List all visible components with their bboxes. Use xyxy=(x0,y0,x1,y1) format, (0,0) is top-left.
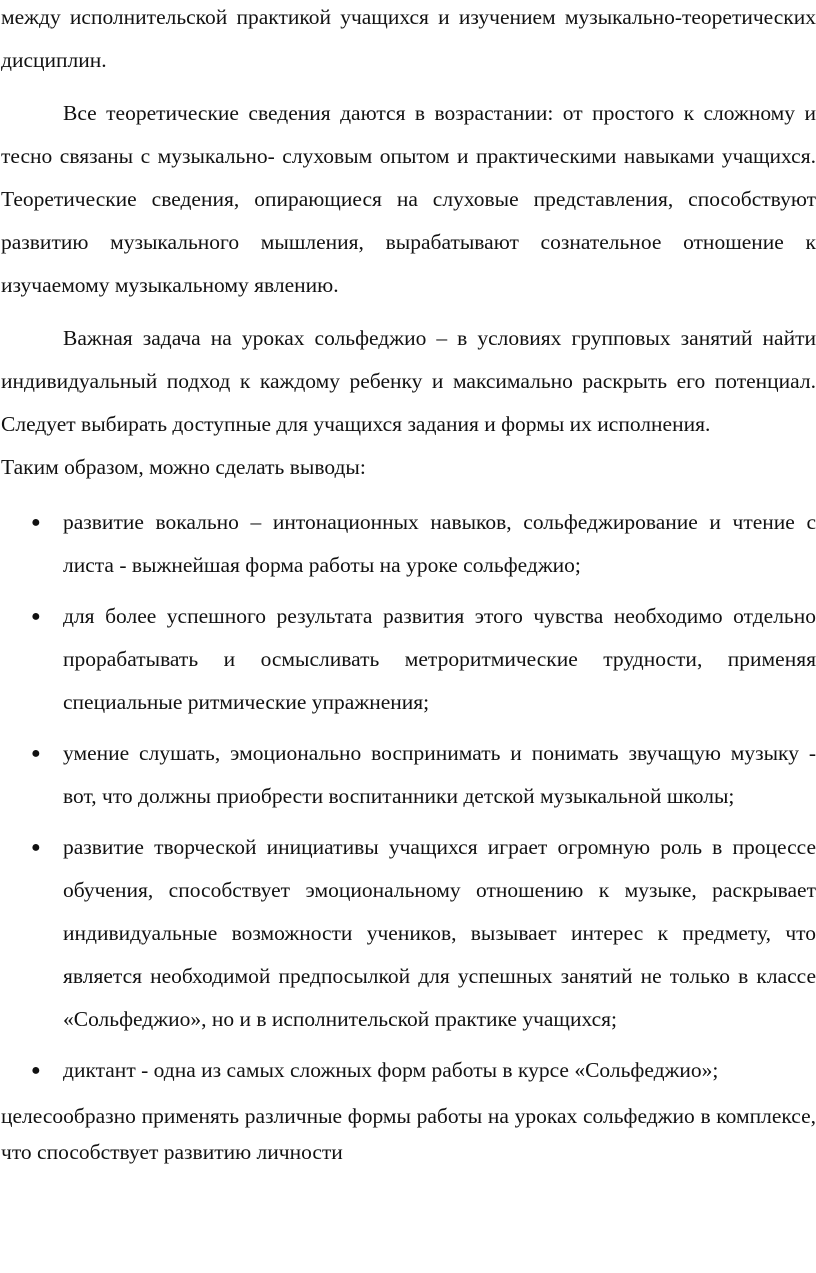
list-item-text: развитие вокально – интонационных навыков, сольфеджирование и чтение с листа - выжнейшая форма работы на уроке сольфеджио; xyxy=(63,510,816,577)
bullet-icon: ● xyxy=(31,1062,41,1079)
list-item xyxy=(1,595,816,724)
bullet-icon: ● xyxy=(31,745,41,762)
list-item-text: для более успешного результата развития этого чувства необходимо отдельно прорабатывать и осмысливать метроритмические трудности, применяя специальные ритмические упражнения; xyxy=(63,604,816,714)
paragraph-intro-continuation: между исполнительской практикой учащихся и изучением музыкально-теоретических дисциплин. xyxy=(1,5,816,72)
conclusions-list xyxy=(1,501,816,1092)
list-item xyxy=(1,732,816,818)
paragraph-theory: Все теоретические сведения даются в возрастании: от простого к сложному и тесно связаны с музыкально- слуховым опытом и практическими навыками учащихся. Теоретические сведения, опирающиеся на слуховые представления, способствуют развитию музыкального мышления, вырабатывают сознательное отношение к изучаемому музыкальному явлению. xyxy=(1,101,816,297)
paragraph-solfeggio-task: Важная задача на уроках сольфеджио – в условиях групповых занятий найти индивидуальный подход к каждому ребенку и максимально раскрыть его потенциал. Следует выбирать доступные для учащихся задания и формы их исполнения. xyxy=(1,326,816,436)
list-item xyxy=(1,826,816,1041)
bullet-icon: ● xyxy=(31,514,41,531)
list-item-text: умение слушать, эмоционально воспринимать и понимать звучащую музыку - вот, что должны приобрести воспитанники детской музыкальной школы; xyxy=(63,741,816,808)
bullet-icon: ● xyxy=(31,839,41,856)
list-item xyxy=(1,1049,816,1092)
list-item xyxy=(1,501,816,587)
paragraph-conclusions-heading: Таким образом, можно сделать выводы: xyxy=(1,455,366,479)
paragraph-closing: целесообразно применять различные формы работы на уроках сольфеджио в комплексе, что способствует развитию личности xyxy=(1,1104,816,1164)
bullet-icon: ● xyxy=(31,608,41,625)
list-item-text: развитие творческой инициативы учащихся играет огромную роль в процессе обучения, способствует эмоциональному отношению к музыке, раскрывает индивидуальные возможности учеников, вызывает интерес к предмету, что является необходимой предпосылкой для успешных занятий не только в классе «Сольфеджио», но и в исполнительской практике учащихся; xyxy=(63,835,816,1031)
list-item-text: диктант - одна из самых сложных форм работы в курсе «Сольфеджио»; xyxy=(63,1058,719,1082)
